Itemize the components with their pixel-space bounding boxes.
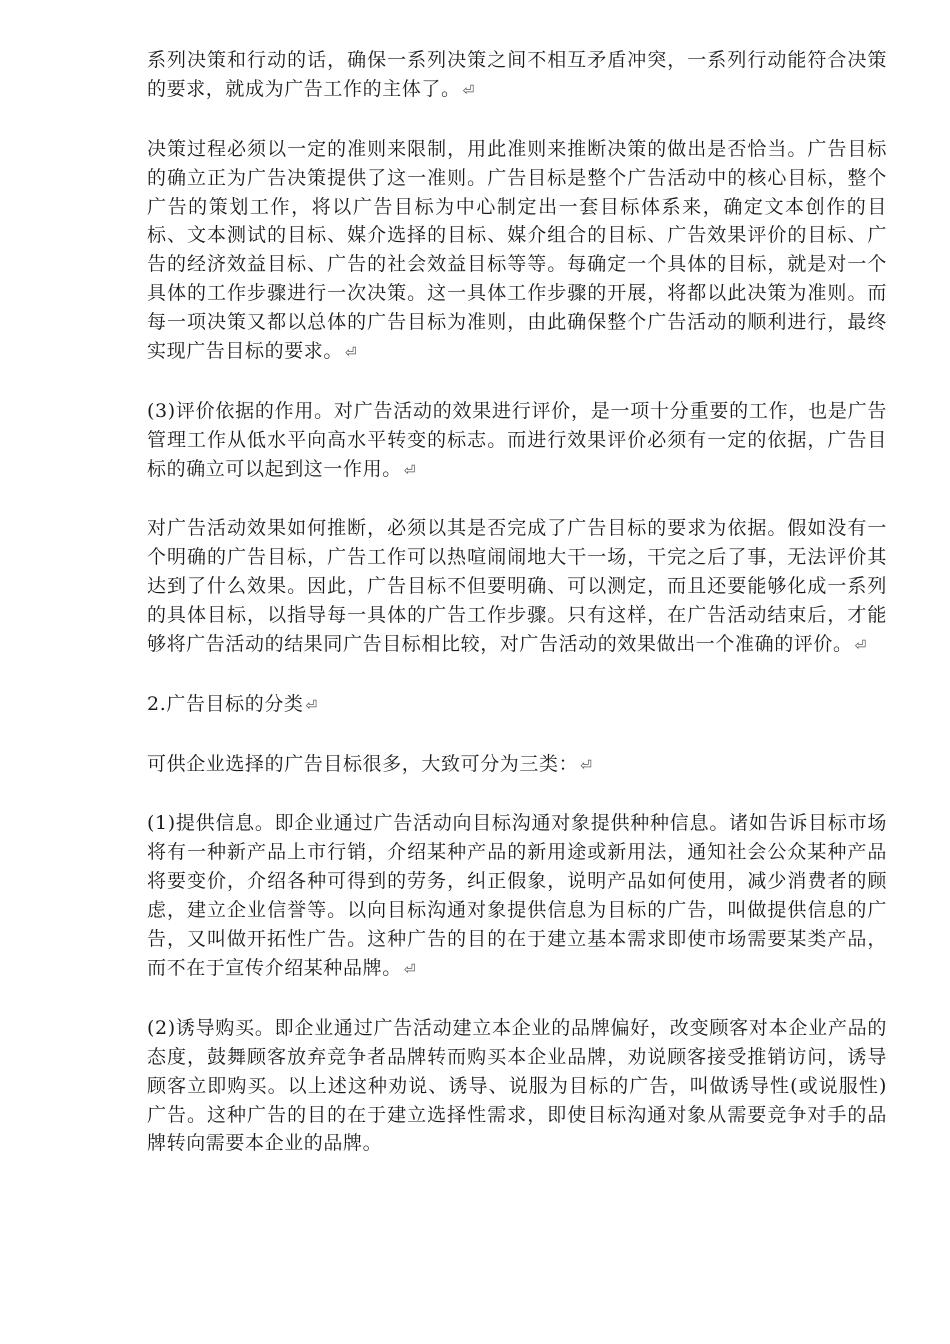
paragraph-mark-icon: ⏎ [580,757,592,774]
paragraph-text: (3)评价依据的作用。对广告活动的效果进行评价，是一项十分重要的工作，也是广告管理工作从低水平向高水平转变的标志。而进行效果评价必须有一定的依据，广告目标的确立可以起到这一作用。 [147,399,887,480]
paragraph-decision-criteria [147,135,887,368]
paragraph-decision-continuation [147,46,887,106]
paragraph-text: 系列决策和行动的话，确保一系列决策之间不相互矛盾冲突，一系列行动能符合决策的要求，就成为广告工作的主体了。 [147,49,887,100]
paragraph-effect-judgement [147,514,887,661]
section-heading-classification [147,690,887,721]
paragraph-text: (2)诱导购买。即企业通过广告活动建立本企业的品牌偏好，改变顾客对本企业产品的态度，鼓舞顾客放弃竞争者品牌转而购买本企业品牌，劝说顾客接受推销访问，诱导顾客立即购买。以上述这种劝说、诱导、说服为目标的广告，叫做诱导性(或说服性)广告。这种广告的目的在于建立选择性需求，即使目标沟通对象从需要竞争对手的品牌转向需要本企业的品牌。 [147,1016,887,1155]
paragraph-text: (1)提供信息。即企业通过广告活动向目标沟通对象提供种种信息。诸如告诉目标市场将有一种新产品上市行销，介绍某种产品的新用途或新用法，通知社会公众某种产品将要变价，介绍各种可得到的劳务，纠正假象，说明产品如何使用，减少消费者的顾虑，建立企业信誉等。以向目标沟通对象提供信息为目标的广告，叫做提供信息的广告，又叫做开拓性广告。这种广告的目的在于建立基本需求即使市场需要某类产品，而不在于宣传介绍某种品牌。 [147,812,887,979]
paragraph-evaluation-basis [147,397,887,486]
paragraph-mark-icon: ⏎ [462,82,475,99]
paragraph-mark-icon: ⏎ [305,697,318,714]
paragraph-text: 决策过程必须以一定的准则来限制，用此准则来推断决策的做出是否恰当。广告目标的确立正为广告决策提供了这一准则。广告目标是整个广告活动中的核心目标，整个广告的策划工作，将以广告目标为中心制定出一套目标体系来，确定文本创作的目标、文本测试的目标、媒介选择的目标、媒介组合的目标、广告效果评价的目标、广告的经济效益目标、广告的社会效益目标等等。每确定一个具体的目标，就是对一个具体的工作步骤进行一次决策。这一具体工作步骤的开展，将都以此决策为准则。而每一项决策又都以总体的广告目标为准则，由此确保整个广告活动的顺利进行，最终实现广告目标的要求。 [147,137,887,363]
heading-text: 2.广告目标的分类 [147,692,304,715]
document-page [147,46,887,1160]
paragraph-induce-purchase [147,1014,887,1161]
paragraph-mark-icon: ⏎ [403,962,416,978]
paragraph-provide-information [147,809,887,984]
paragraph-mark-icon: ⏎ [854,638,867,655]
paragraph-mark-icon: ⏎ [403,462,416,479]
paragraph-mark-icon: ⏎ [345,345,357,362]
paragraph-text: 可供企业选择的广告目标很多，大致可分为三类： [147,752,579,775]
paragraph-three-categories [147,750,887,781]
paragraph-text: 对广告活动效果如何推断，必须以其是否完成了广告目标的要求为依据。假如没有一个明确的广告目标，广告工作可以热喧闹闹地大干一场，干完之后了事，无法评价其达到了什么效果。因此，广告目标不但要明确、可以测定，而且还要能够化成一系列的具体目标，以指导每一具体的广告工作步骤。只有这样，在广告活动结束后，才能够将广告活动的结果同广告目标相比较，对广告活动的效果做出一个准确的评价。 [147,517,887,656]
